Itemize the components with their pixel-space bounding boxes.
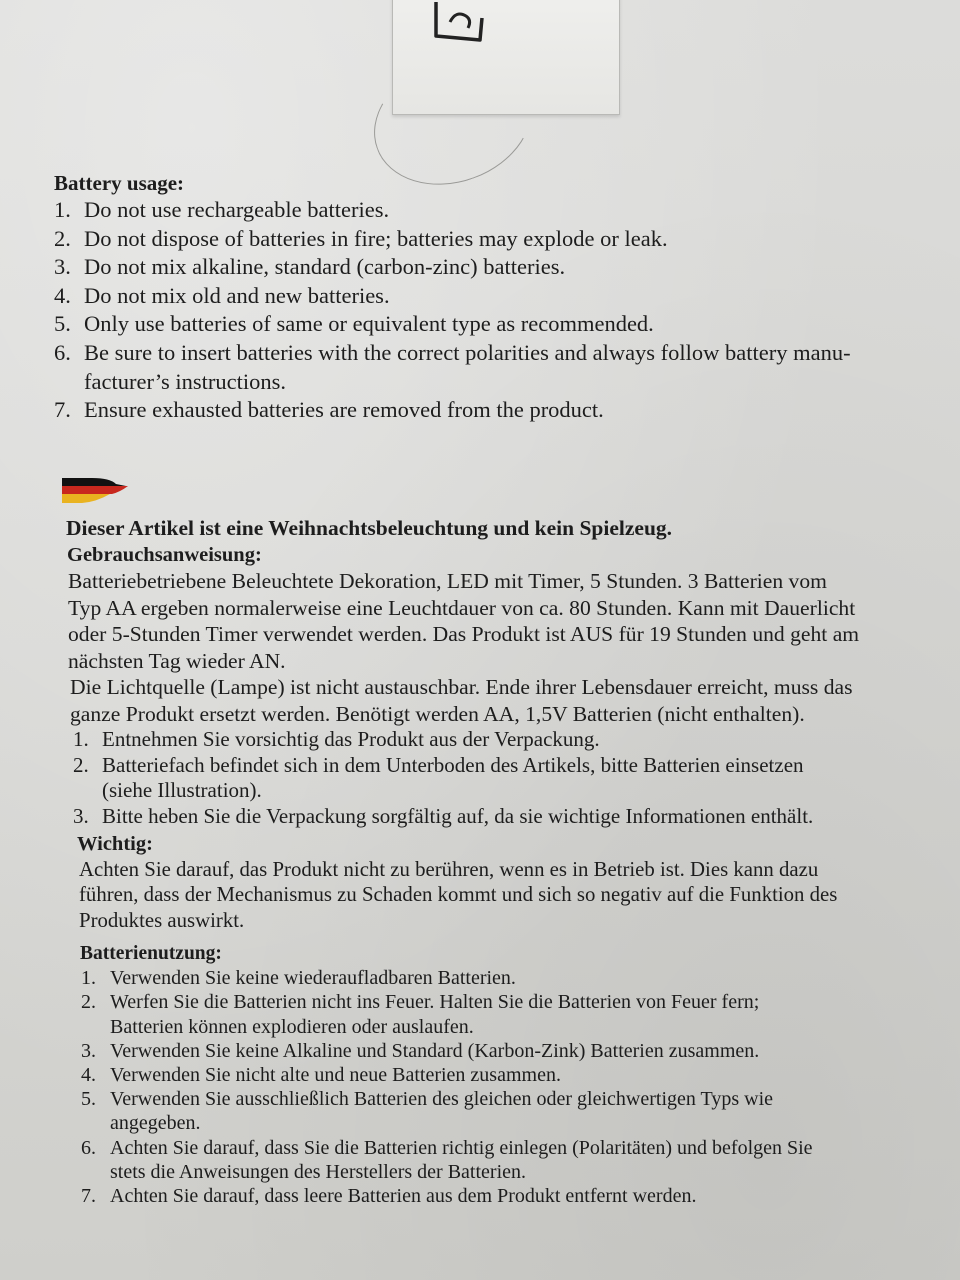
list-item: 3. Verwenden Sie keine Alkaline und Standard (Karbon-Zink) Batterien zusammen.	[81, 1039, 760, 1062]
list-item: 2. Batteriefach befindet sich in dem Unterboden des Artikels, bitte Batterien einsetzen (siehe Illustration).	[73, 752, 804, 802]
english-battery-list	[0, 196, 960, 425]
instructions-heading: Gebrauchsanweisung:	[67, 544, 262, 566]
english-battery-section	[0, 170, 960, 425]
list-item: 2. Do not dispose of batteries in fire; batteries may explode or leak.	[54, 225, 668, 251]
list-item: 7. Ensure exhausted batteries are removed from the product.	[54, 397, 604, 423]
list-item: 1. Entnehmen Sie vorsichtig das Produkt aus der Verpackung.	[73, 727, 600, 751]
recycle-symbol-icon	[432, 0, 488, 44]
german-headline: Dieser Artikel ist eine Weihnachtsbeleuchtung und kein Spielzeug.	[66, 516, 673, 540]
list-item: 7. Achten Sie darauf, dass leere Batterien aus dem Produkt entfernt werden.	[81, 1185, 697, 1208]
list-item: 4. Do not mix old and new batteries.	[54, 282, 390, 308]
list-item: 2. Werfen Sie die Batterien nicht ins Feuer. Halten Sie die Batterien von Feuer fern; Batterien können explodieren oder auslaufen.	[81, 991, 760, 1038]
german-battery-list	[0, 966, 960, 1208]
important-heading: Wichtig:	[77, 833, 153, 855]
german-flag-icon	[62, 476, 134, 506]
list-item: 1. Verwenden Sie keine wiederaufladbaren Batterien.	[81, 967, 516, 990]
list-item: 3. Do not mix alkaline, standard (carbon-zinc) batteries.	[54, 254, 566, 280]
list-item: 3. Bitte heben Sie die Verpackung sorgfältig auf, da sie wichtige Informationen enthält.	[73, 803, 814, 828]
battery-usage-german-heading: Batterienutzung:	[80, 943, 222, 965]
list-item: 1. Do not use rechargeable batteries.	[54, 197, 390, 222]
important-paragraph: Achten Sie darauf, das Produkt nicht zu berühren, wenn es in Betrieb ist. Dies kann dazu führen, dass der Mechanismus zu Schaden kommt und sich so negativ auf die Funktion des Produktes auswirkt.	[79, 858, 838, 932]
list-item: 5. Verwenden Sie ausschließlich Batterien des gleichen oder gleichwertigen Typs wie angegeben.	[81, 1088, 774, 1135]
list-item: 5. Only use batteries of same or equivalent type as recommended.	[54, 311, 654, 337]
list-item: 6. Achten Sie darauf, dass Sie die Batterien richtig einlegen (Polaritäten) und befolgen Sie stets die Anweisungen des Herstellers der Batterien.	[81, 1136, 813, 1183]
instruction-steps-list	[0, 727, 960, 829]
description-paragraph: Batteriebetriebene Beleuchtete Dekoration, LED mit Timer, 5 Stunden. 3 Batterien vom Typ AA ergeben normalerweise eine Leuchtdauer von ca. 80 Stunden. Kann mit Dauerlicht oder 5-Stunden Timer verwendet werden. Das Produkt ist AUS für 19 Stunden und geht am nächsten Tag wieder AN.	[68, 569, 860, 673]
german-section	[0, 514, 960, 1208]
battery-usage-heading: Battery usage:	[54, 171, 185, 195]
light-source-paragraph: Die Lichtquelle (Lampe) ist nicht austauschbar. Ende ihrer Lebensdauer erreicht, muss das ganze Produkt ersetzt werden. Benötigt werden AA, 1,5V Batterien (nicht enthalten).	[70, 675, 853, 726]
list-item: 4. Verwenden Sie nicht alte und neue Batterien zusammen.	[81, 1064, 561, 1087]
list-item: 6. Be sure to insert batteries with the correct polarities and always follow battery manu- facturer’s instructions.	[54, 339, 851, 394]
